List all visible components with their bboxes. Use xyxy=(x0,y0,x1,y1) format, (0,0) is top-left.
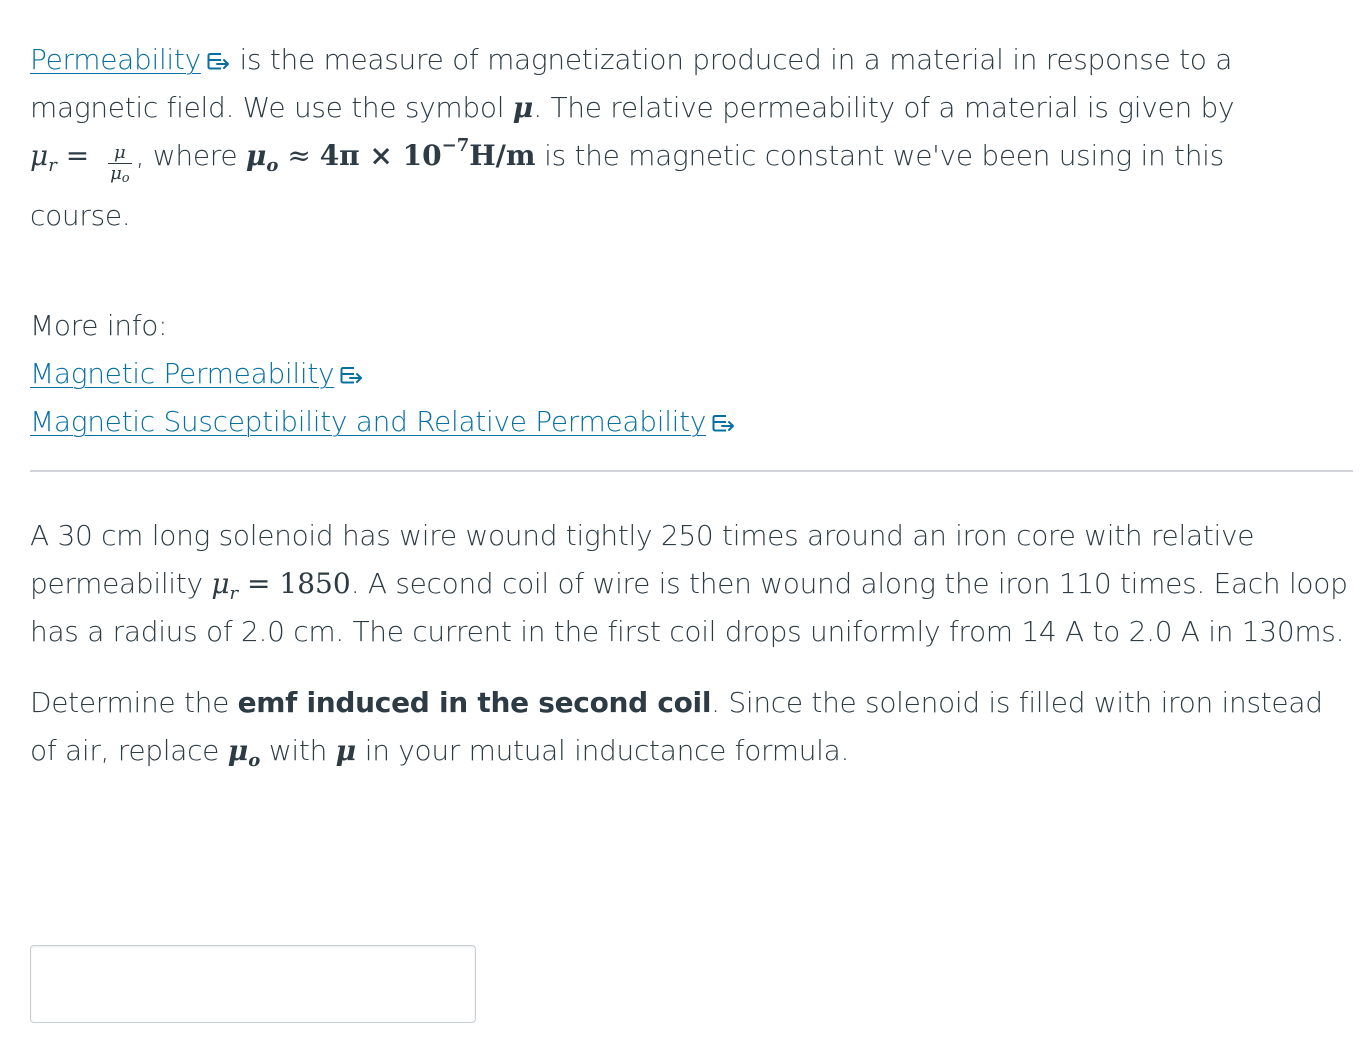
magnetic-constant-formula xyxy=(245,135,536,176)
formula-lhs-sub: r xyxy=(48,155,57,176)
problem-text-2: . A second coil of wire is then wound along the iron 110 times. Each loop has a radius of 2.0 cm. The current in the first coil drops uniformly from 14 A to 2.0 A in 130ms. xyxy=(30,567,1348,648)
permeability-link-label: Permeability xyxy=(30,43,201,76)
mur-sub: r xyxy=(229,583,239,604)
question-text-2: . Since the solenoid is filled with iron instead of air, replace xyxy=(30,686,1323,767)
mur-value: 1850 xyxy=(279,567,351,600)
approx-sign: ≈ xyxy=(278,139,320,172)
magnetic-susceptibility-link-label: Magnetic Susceptibility and Relative Permeability xyxy=(30,405,707,438)
formula-lhs: μ xyxy=(30,139,49,172)
question-bold: emf induced in the second coil xyxy=(237,686,712,719)
external-link-icon[interactable] xyxy=(712,413,736,433)
magnetic-susceptibility-link[interactable] xyxy=(30,405,706,438)
mu-symbol: μ xyxy=(512,91,534,124)
intro-paragraph-end xyxy=(30,192,1353,240)
more-info-link-row-2 xyxy=(30,398,1353,446)
constant-exponent: −7 xyxy=(441,135,470,156)
fraction-den-symbol: μ xyxy=(110,163,122,184)
question-mu0-symbol: μ xyxy=(227,734,249,767)
intro-text-5: course. xyxy=(30,199,131,232)
formula-fraction xyxy=(108,143,132,184)
question-text-1: Determine the xyxy=(30,686,238,719)
mur-equals: = xyxy=(238,567,280,600)
problem-section xyxy=(30,512,1353,775)
question-mu-symbol: μ xyxy=(335,734,357,767)
section-divider xyxy=(30,470,1353,472)
answer-input[interactable] xyxy=(30,945,476,1023)
question-text xyxy=(30,679,1353,775)
question-mu0-sub: o xyxy=(248,750,261,771)
question-mu0 xyxy=(227,734,261,771)
more-info-label xyxy=(30,302,1353,350)
fraction-denominator xyxy=(108,164,132,184)
mu0-symbol: μ xyxy=(245,139,267,172)
intro-paragraph xyxy=(30,36,1353,184)
external-link-icon[interactable] xyxy=(340,365,364,385)
problem-text-1: A 30 cm long solenoid has wire wound tightly 250 times around an iron core with relative permeability xyxy=(30,519,1255,600)
mur-formula xyxy=(211,567,351,604)
intro-section xyxy=(30,36,1353,446)
constant-value: 4π × 10 xyxy=(319,139,442,172)
magnetic-permeability-link[interactable] xyxy=(30,357,334,390)
intro-text-2: . The relative permeability of a material is given by xyxy=(533,91,1235,124)
relative-permeability-formula xyxy=(30,139,136,186)
permeability-link[interactable] xyxy=(30,43,201,76)
question-text-3: with xyxy=(260,734,336,767)
formula-equals: = xyxy=(56,139,99,172)
problem-statement xyxy=(30,512,1353,656)
magnetic-permeability-link-label: Magnetic Permeability xyxy=(30,357,335,390)
intro-text-3: , where xyxy=(135,139,246,172)
mur-symbol: μ xyxy=(211,567,230,600)
question-text-4: in your mutual inductance formula. xyxy=(356,734,850,767)
fraction-den-sub: o xyxy=(121,171,130,186)
more-info-link-row-1 xyxy=(30,350,1353,398)
constant-unit: H/m xyxy=(469,139,536,172)
more-info-label-text: More info: xyxy=(30,309,168,342)
fraction-numerator: μ xyxy=(108,143,132,164)
external-link-icon[interactable] xyxy=(207,51,231,71)
intro-text-4: is the magnetic constant we've been using in this xyxy=(535,139,1224,172)
mu0-sub: o xyxy=(266,155,279,176)
intro-text-1: is the measure of magnetization produced in a material in response to a magnetic field. We use the symbol xyxy=(30,43,1233,124)
